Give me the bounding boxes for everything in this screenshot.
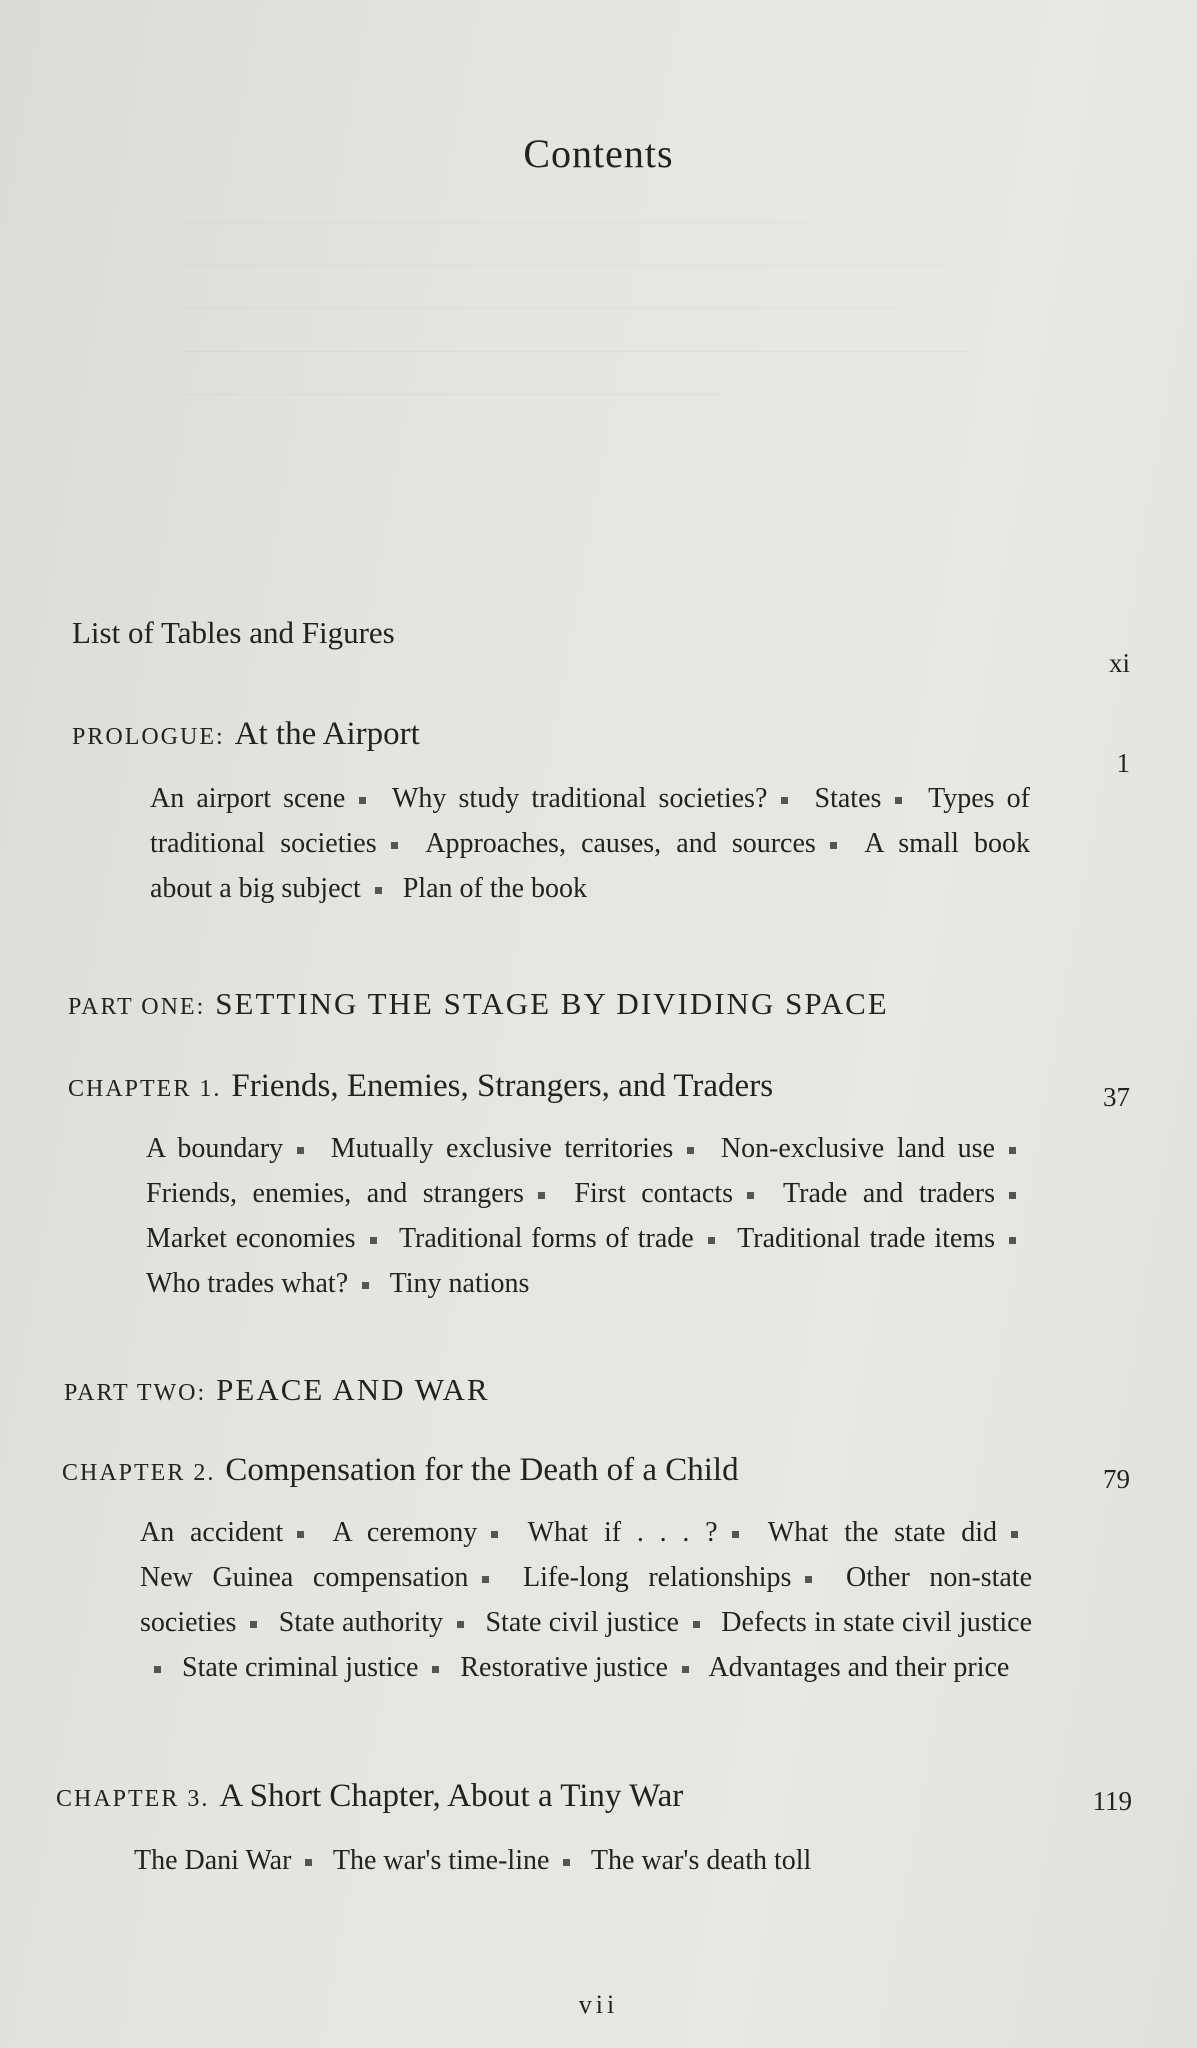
list-item: State criminal justice xyxy=(182,1652,419,1683)
bullet-separator xyxy=(830,842,837,849)
bullet-separator xyxy=(1009,1147,1016,1154)
list-item: Traditional trade items xyxy=(737,1223,996,1254)
bullet-separator xyxy=(895,797,902,804)
bullet-separator xyxy=(391,842,398,849)
chapter-2-description xyxy=(140,1510,1032,1690)
chapter-1-title: Friends, Enemies, Strangers, and Traders xyxy=(231,1068,774,1104)
toc-page-chapter-1: 37 xyxy=(1103,1082,1130,1112)
list-item: Tiny nations xyxy=(389,1268,530,1299)
list-item: The war's time-line xyxy=(332,1845,550,1876)
bullet-separator xyxy=(250,1621,257,1628)
list-item: A small book about a big subject xyxy=(150,828,1030,904)
list-item: What if . . . ? xyxy=(527,1517,718,1548)
bullet-separator xyxy=(687,1147,694,1154)
list-item: Traditional forms of trade xyxy=(398,1223,694,1254)
bleed-through-text xyxy=(180,180,1080,395)
toc-entry-part-one xyxy=(68,986,889,1022)
toc-entry-chapter-3 xyxy=(56,1778,683,1815)
bullet-separator xyxy=(1009,1237,1016,1244)
list-item: Trade and traders xyxy=(783,1178,995,1209)
page-title: Contents xyxy=(523,131,674,176)
bullet-separator xyxy=(482,1576,489,1583)
list-item: State authority xyxy=(278,1607,444,1638)
bullet-separator xyxy=(563,1859,570,1866)
bullet-separator xyxy=(1011,1531,1018,1538)
list-item: Market economies xyxy=(146,1223,356,1254)
list-item: Restorative justice xyxy=(460,1652,668,1683)
list-item: The Dani War xyxy=(134,1845,292,1876)
list-item: A ceremony xyxy=(332,1517,478,1548)
bullet-separator xyxy=(682,1666,689,1673)
list-item: State civil justice xyxy=(485,1607,679,1638)
list-item: Life-long relationships xyxy=(523,1562,792,1593)
list-item: An airport scene xyxy=(150,783,346,814)
toc-page-chapter-3: 119 xyxy=(1092,1786,1132,1816)
toc-page-chapter-2: 79 xyxy=(1103,1464,1130,1494)
bullet-separator xyxy=(693,1621,700,1628)
chapter-1-label: CHAPTER 1. xyxy=(68,1076,222,1102)
toc-entry-part-two xyxy=(64,1372,490,1408)
bullet-separator xyxy=(305,1859,312,1866)
bullet-separator xyxy=(375,887,382,894)
part-one-title: SETTING THE STAGE BY DIVIDING SPACE xyxy=(215,986,889,1021)
bullet-separator xyxy=(370,1237,377,1244)
toc-entry-prologue xyxy=(72,716,420,753)
list-item: Other non-state societies xyxy=(140,1562,1033,1638)
toc-page-prologue: 1 xyxy=(1116,748,1130,778)
list-item: What the state did xyxy=(767,1517,998,1548)
bullet-separator xyxy=(708,1237,715,1244)
bullet-separator xyxy=(805,1576,812,1583)
bullet-separator xyxy=(362,1282,369,1289)
chapter-3-description xyxy=(134,1838,1014,1883)
list-item: New Guinea compensation xyxy=(140,1562,469,1593)
bullet-separator xyxy=(359,797,366,804)
prologue-title: At the Airport xyxy=(234,716,420,752)
bullet-separator xyxy=(297,1531,304,1538)
list-item: Plan of the book xyxy=(402,873,588,904)
prologue-label: PROLOGUE: xyxy=(72,724,225,750)
chapter-1-description xyxy=(146,1126,1030,1306)
chapter-2-title: Compensation for the Death of a Child xyxy=(225,1452,739,1488)
part-two-title: PEACE AND WAR xyxy=(216,1372,490,1407)
list-item: Non-exclusive land use xyxy=(720,1133,995,1164)
bullet-separator xyxy=(432,1666,439,1673)
part-two-label: PART TWO: xyxy=(64,1380,207,1406)
list-item: Who trades what? xyxy=(146,1268,349,1299)
list-item: States xyxy=(814,783,882,814)
list-item: The war's death toll xyxy=(590,1845,812,1876)
chapter-3-label: CHAPTER 3. xyxy=(56,1786,210,1812)
list-item: A boundary xyxy=(146,1133,284,1164)
toc-entry-chapter-2 xyxy=(62,1452,739,1489)
toc-page-list-of-tables: xi xyxy=(1108,648,1130,678)
list-item: Approaches, causes, and sources xyxy=(425,828,816,859)
chapter-3-title: A Short Chapter, About a Tiny War xyxy=(219,1778,684,1814)
toc-entry-chapter-1 xyxy=(68,1068,773,1105)
list-item: Defects in state civil justice xyxy=(721,1607,1033,1638)
prologue-description xyxy=(150,776,1030,911)
bullet-separator xyxy=(491,1531,498,1538)
bullet-separator xyxy=(457,1621,464,1628)
page-number: vii xyxy=(578,1990,619,2019)
toc-entry-list-of-tables: List of Tables and Figures xyxy=(72,615,395,650)
list-item: Why study traditional societies? xyxy=(391,783,768,814)
bullet-separator xyxy=(297,1147,304,1154)
part-one-label: PART ONE: xyxy=(68,994,206,1020)
chapter-2-label: CHAPTER 2. xyxy=(62,1460,216,1486)
list-item: Advantages and their price xyxy=(708,1652,1010,1683)
bullet-separator xyxy=(154,1666,161,1673)
bullet-separator xyxy=(538,1192,545,1199)
list-item: Friends, enemies, and strangers xyxy=(146,1178,524,1209)
list-item: First contacts xyxy=(574,1178,733,1209)
bullet-separator xyxy=(781,797,788,804)
list-item: Types of traditional societies xyxy=(150,783,1030,859)
bullet-separator xyxy=(732,1531,739,1538)
list-item: Mutually exclusive territories xyxy=(330,1133,674,1164)
bullet-separator xyxy=(1009,1192,1016,1199)
bullet-separator xyxy=(747,1192,754,1199)
list-item: An accident xyxy=(140,1517,284,1548)
